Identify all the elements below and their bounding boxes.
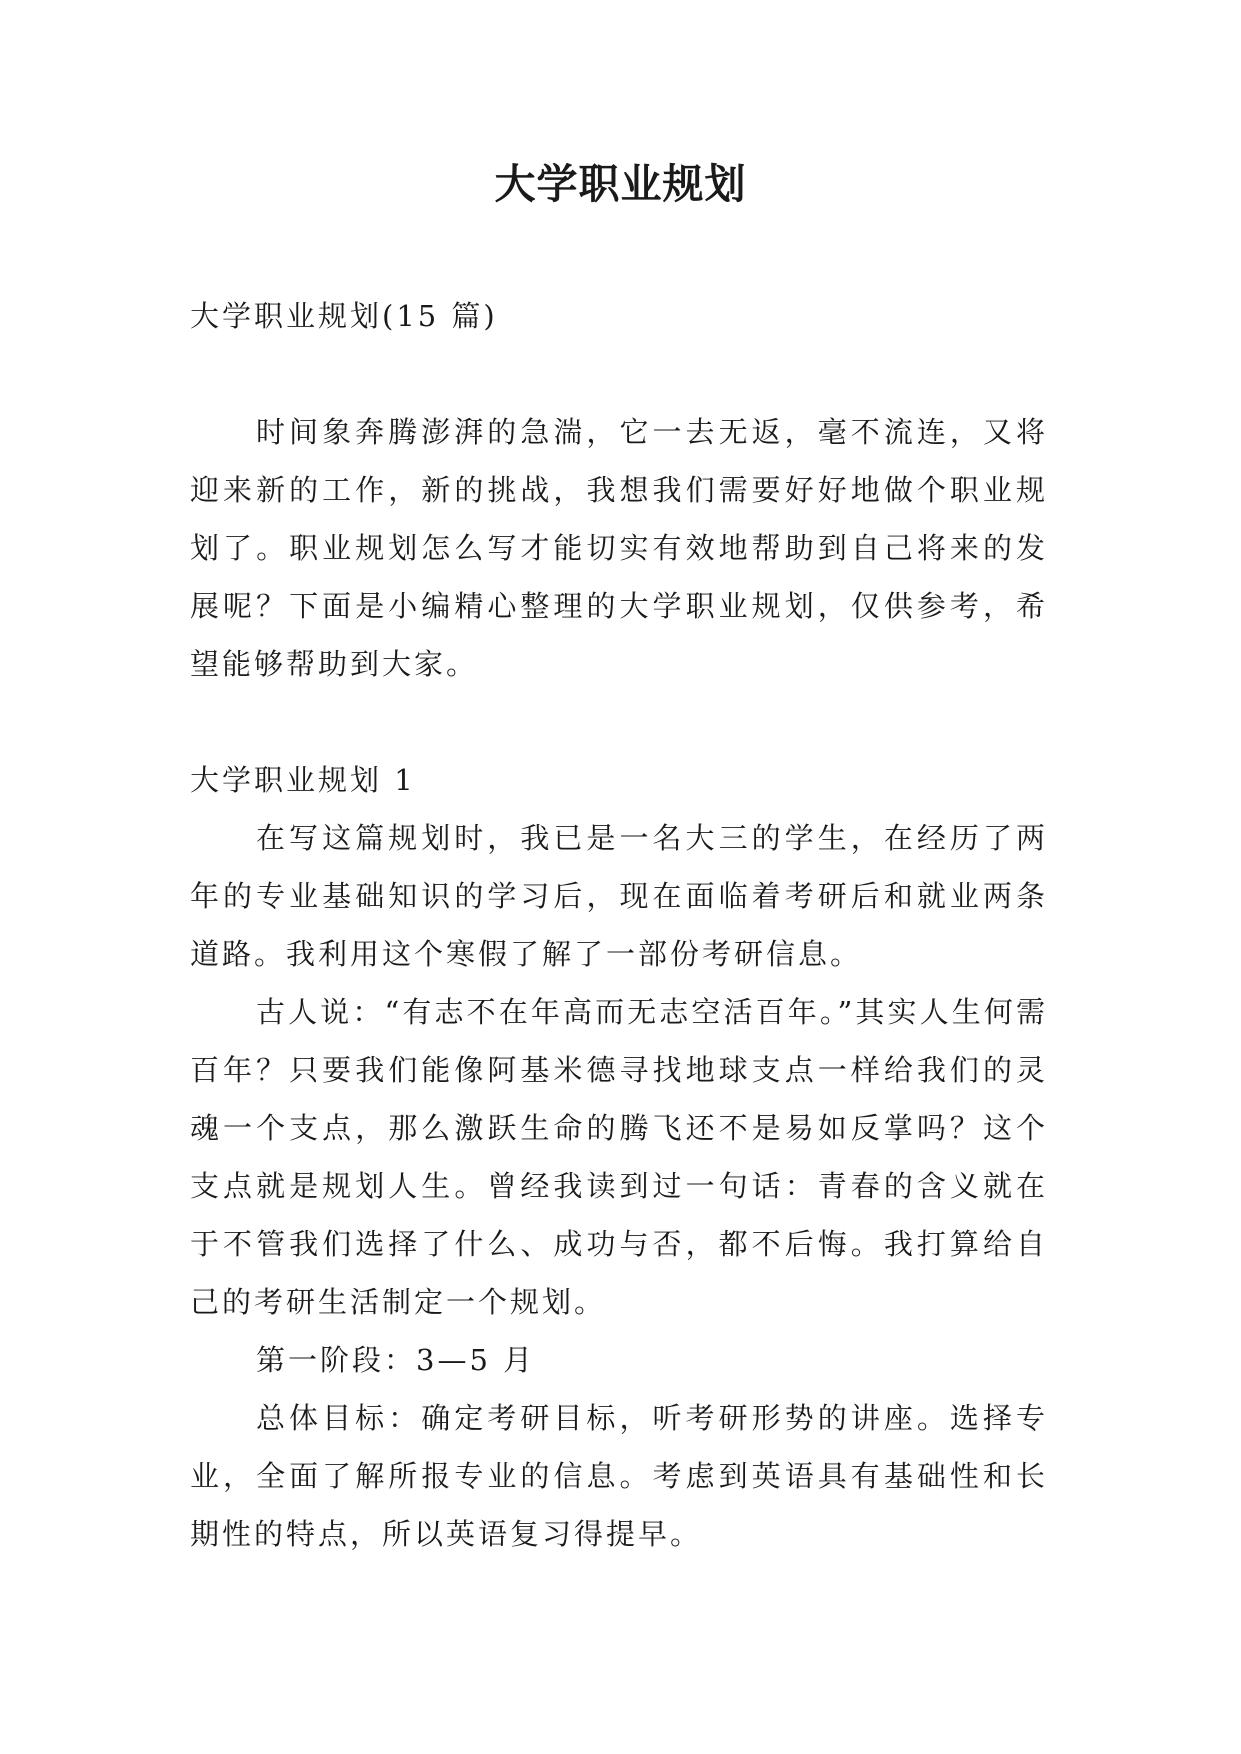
document-title: 大学职业规划 bbox=[494, 160, 747, 208]
body-paragraph: 古人说：“有志不在年高而无志空活百年。”其实人生何需百年？只要我们能像阿基米德寻找地球支点一样给我们的灵魂一个支点，那么激跃生命的腾飞还不是易如反掌吗？这个支点就是规划人生。曾经我读到过一句话：青春的含义就在于不管我们选择了什么、成功与否，都不后悔。我打算给自己的考研生活制定一个规划。 bbox=[190, 995, 1048, 1319]
document-subtitle: 大学职业规划(15 篇) bbox=[190, 299, 498, 333]
body-paragraph: 总体目标：确定考研目标，听考研形势的讲座。选择专业，全面了解所报专业的信息。考虑到英语具有基础性和长期性的特点，所以英语复习得提早。 bbox=[190, 1401, 1048, 1551]
section-heading: 大学职业规划 1 bbox=[190, 763, 416, 797]
intro-paragraph: 时间象奔腾澎湃的急湍，它一去无返，毫不流连，又将迎来新的工作，新的挑战，我想我们需要好好地做个职业规划了。职业规划怎么写才能切实有效地帮助到自己将来的发展呢？下面是小编精心整理的大学职业规划，仅供参考，希望能够帮助到大家。 bbox=[190, 415, 1048, 681]
document-body bbox=[190, 287, 1048, 1563]
stage-heading: 第一阶段：3—5 月 bbox=[256, 1343, 536, 1377]
body-paragraph: 在写这篇规划时，我已是一名大三的学生，在经历了两年的专业基础知识的学习后，现在面临着考研后和就业两条道路。我利用这个寒假了解了一部份考研信息。 bbox=[190, 821, 1048, 971]
